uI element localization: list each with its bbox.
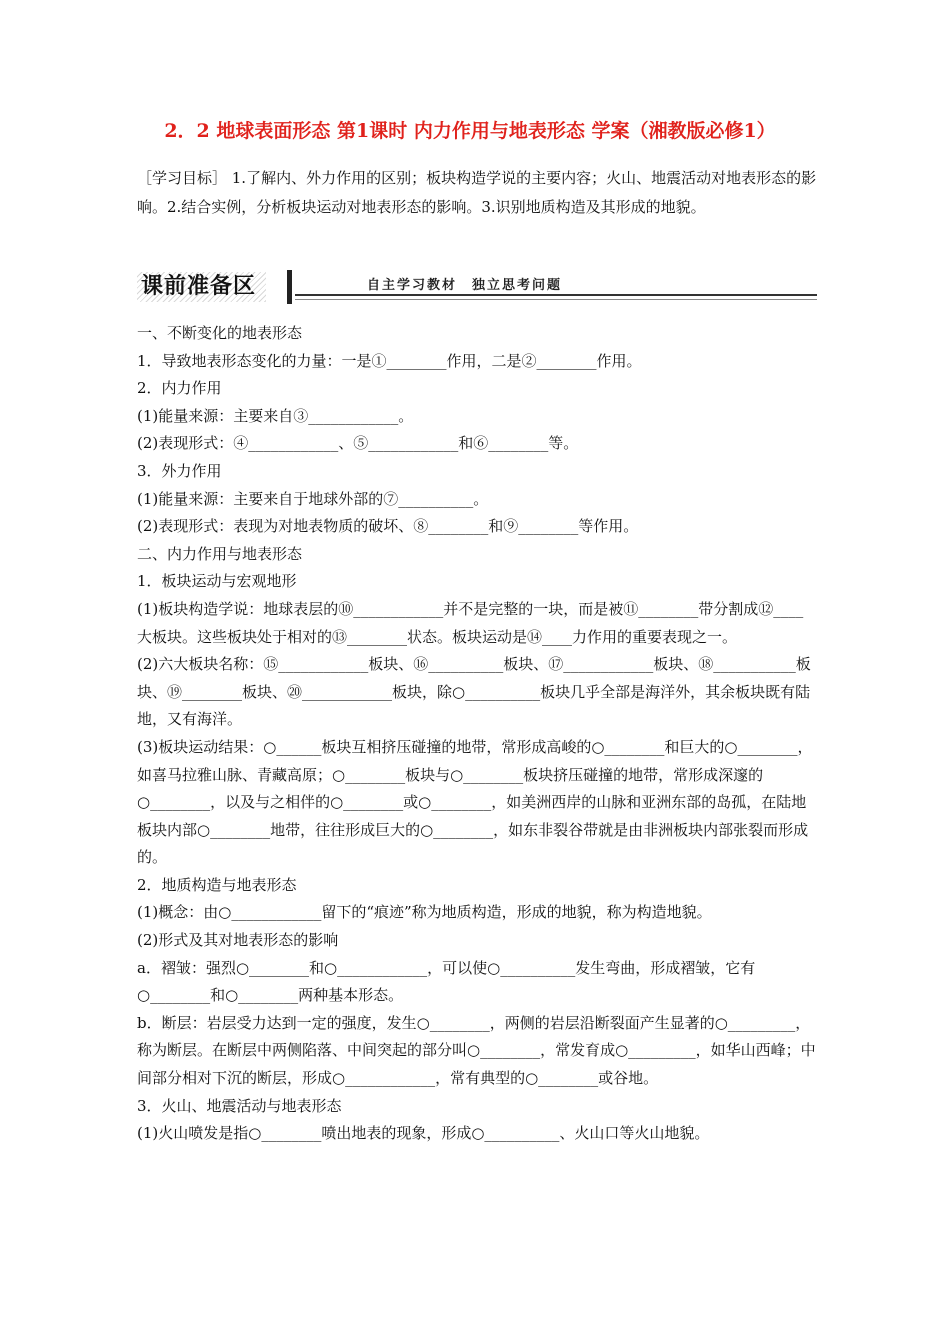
banner-divider-bar: [287, 270, 292, 304]
banner-rule: [295, 294, 817, 296]
worksheet-line: (2)表现形式：④____________、⑤____________和⑥________等。: [137, 434, 579, 453]
subsection-heading: 2．地质构造与地表形态: [137, 875, 297, 894]
subsection-heading: 2．内力作用: [137, 379, 222, 398]
worksheet-paragraph: a．褶皱：强烈○________和○____________，可以使○__________发生弯曲，形成褶皱，它有○________和○________两种基本形态。: [137, 958, 756, 1005]
worksheet-paragraph: b．断层：岩层受力达到一定的强度，发生○________，两侧的岩层沿断裂面产生显著的○_________，称为断层。在断层中两侧陷落、中间突起的部分叫○________，常发育成○_________，如华山西峰；中间部分相对下沉的断层，形成○____________，常有典型的○________或谷地。: [137, 1013, 816, 1088]
worksheet-content: [137, 320, 817, 1148]
subsection-heading: 1．板块运动与宏观地形: [137, 572, 297, 591]
section-heading-2: 二、内力作用与地表形态: [137, 544, 303, 563]
banner-rule-thin: [295, 299, 817, 300]
subsection-heading: 3．外力作用: [137, 461, 222, 480]
section-heading-1: 一、不断变化的地表形态: [137, 324, 303, 342]
worksheet-paragraph: (3)板块运动结果：○______板块互相挤压碰撞的地带，常形成高峻的○________和巨大的○________，如喜马拉雅山脉、青藏高原；○________板块与○________板块挤压碰撞的地带，常形成深邃的○________，以及与之相伴的○________或○________，如美洲西岸的山脉和亚洲东部的岛孤，在陆地板块内部○________地带，往往形成巨大的○________，如东非裂谷带就是由非洲板块内部张裂而形成的。: [137, 737, 813, 867]
worksheet-line: (1)能量来源：主要来自③____________。: [137, 406, 414, 425]
worksheet-line: 1．导致地表形态变化的力量：一是①________作用，二是②________作用。: [137, 351, 642, 370]
worksheet-line: (1)概念：由○____________留下的“痕迹”称为地质构造，形成的地貌，称为构造地貌。: [137, 903, 712, 922]
worksheet-line: (2)形式及其对地表形态的影响: [137, 931, 339, 950]
learning-goals: ［学习目标］ 1.了解内、外力作用的区别；板块构造学说的主要内容；火山、地震活动对地表形态的影响。2.结合实例，分析板块运动对地表形态的影响。3.识别地质构造及其形成的地貌。: [137, 169, 817, 216]
section-banner-subtitle: 自主学习教材 独立思考问题: [367, 278, 563, 293]
section-banner: [137, 270, 817, 306]
section-banner-label: 课前准备区: [137, 272, 266, 302]
subsection-heading: 3．火山、地震活动与地表形态: [137, 1096, 342, 1115]
worksheet-line: (1)能量来源：主要来自于地球外部的⑦__________。: [137, 489, 489, 508]
page-title: 2．2 地球表面形态 第1课时 内力作用与地表形态 学案（湘教版必修1）: [164, 120, 776, 142]
worksheet-paragraph: (1)板块构造学说：地球表层的⑩____________并不是完整的一块，而是被⑪________带分割成⑫____大板块。这些板块处于相对的⑬________状态。板块运动是⑭____力作用的重要表现之一。: [137, 599, 804, 646]
worksheet-line: (2)表现形式：表现为对地表物质的破坏、⑧________和⑨________等作用。: [137, 517, 639, 536]
worksheet-paragraph: (2)六大板块名称：⑮____________板块、⑯__________板块、⑰____________板块、⑱___________板块、⑲________板块、⑳____________板块，除○__________板块几乎全部是海洋外，其余板块既有陆地，又有海洋。: [137, 655, 811, 729]
worksheet-line: (1)火山喷发是指○________喷出地表的现象，形成○__________、火山口等火山地貌。: [137, 1124, 710, 1143]
